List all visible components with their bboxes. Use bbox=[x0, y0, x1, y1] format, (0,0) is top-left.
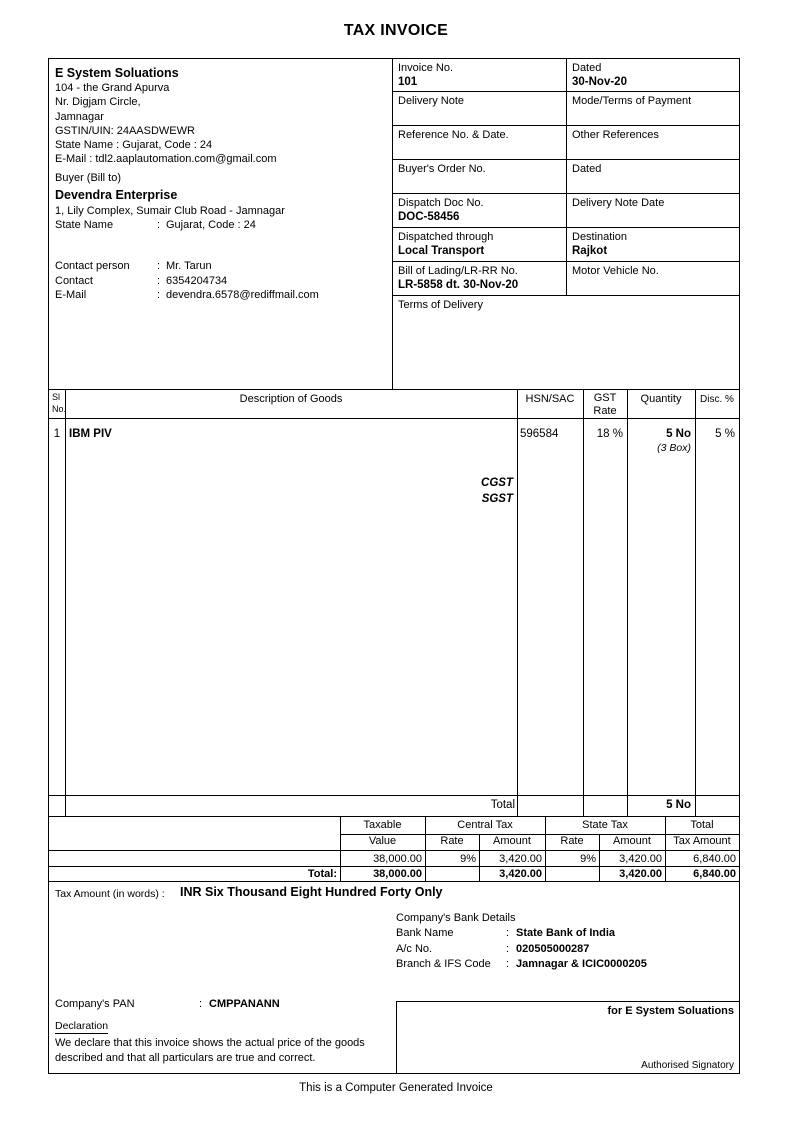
contact-person-label: Contact person bbox=[55, 259, 130, 272]
dated-cell bbox=[567, 59, 739, 91]
terms-of-delivery-cell bbox=[393, 296, 739, 389]
tax-header-state-rate: Rate bbox=[560, 835, 584, 847]
contact-person-value: Mr. Tarun bbox=[166, 259, 212, 272]
destination-value: Rajkot bbox=[572, 245, 608, 257]
bank-branch-row bbox=[396, 957, 739, 973]
header-disc: Disc. % bbox=[700, 394, 734, 405]
bank-account-value: 020505000287 bbox=[516, 942, 590, 955]
buyer-name: Devendra Enterprise bbox=[55, 188, 178, 203]
tax-header-state-tax: State Tax bbox=[582, 819, 628, 831]
bank-branch-value: Jamnagar & ICIC0000205 bbox=[516, 958, 647, 970]
row-quantity-alt: (3 Box) bbox=[657, 442, 691, 454]
row-quantity: 5 No bbox=[666, 428, 691, 440]
items-table bbox=[49, 389, 739, 817]
bank-name-label: Bank Name bbox=[396, 927, 454, 939]
header-quantity: Quantity bbox=[640, 393, 682, 405]
contact-row bbox=[55, 274, 392, 289]
header-gst-rate-line1: GST bbox=[593, 392, 617, 404]
authorised-signatory-label: Authorised Signatory bbox=[641, 1060, 734, 1071]
meta-row-invoice-no bbox=[393, 59, 739, 92]
buyer-state-colon: : bbox=[157, 219, 161, 232]
header-hsn-sac: HSN/SAC bbox=[525, 393, 575, 405]
column-divider-quantity bbox=[695, 390, 696, 816]
tax-row-state-rate: 9% bbox=[580, 853, 596, 865]
tax-row-total-tax: 6,840.00 bbox=[693, 853, 736, 865]
dispatch-doc-value: DOC-58456 bbox=[398, 211, 460, 223]
bill-of-lading-label: Bill of Lading/LR-RR No. bbox=[398, 265, 518, 277]
tax-summary-table bbox=[49, 817, 739, 881]
seller-gstin: GSTIN/UIN: 24AASDWEWR bbox=[55, 124, 195, 137]
bank-account-row bbox=[396, 942, 739, 958]
tax-header-central-tax: Central Tax bbox=[457, 819, 513, 831]
buyer-email-label: E-Mail bbox=[55, 289, 87, 302]
meta-row-buyers-order bbox=[393, 160, 739, 194]
tax-header-central-amount: Amount bbox=[493, 835, 531, 847]
meta-row-bill-of-lading bbox=[393, 262, 739, 296]
column-divider-hsn bbox=[583, 390, 584, 816]
computer-generated-note: This is a Computer Generated Invoice bbox=[299, 1082, 493, 1094]
destination-cell bbox=[567, 228, 739, 261]
bank-details-block bbox=[396, 911, 739, 973]
bank-details-title: Company's Bank Details bbox=[396, 912, 516, 924]
tax-total-state-amount: 3,420.00 bbox=[619, 868, 662, 880]
buyer-state-row bbox=[55, 218, 392, 233]
motor-vehicle-cell bbox=[567, 262, 739, 295]
tax-row-central-amount: 3,420.00 bbox=[499, 853, 542, 865]
buyer-contact-block bbox=[55, 259, 392, 303]
row-sgst-label: SGST bbox=[481, 493, 513, 505]
meta-row-terms-of-delivery bbox=[393, 296, 739, 389]
bank-account-label: A/c No. bbox=[396, 942, 433, 955]
delivery-note-cell bbox=[393, 92, 567, 125]
contact-colon: : bbox=[157, 274, 161, 287]
contact-person-row bbox=[55, 259, 392, 274]
column-divider-description bbox=[517, 390, 518, 816]
meta-row-delivery-note bbox=[393, 92, 739, 126]
tax-row-central-rate: 9% bbox=[460, 853, 476, 865]
buyer-email-colon: : bbox=[157, 289, 161, 302]
dispatched-through-value: Local Transport bbox=[398, 245, 485, 257]
dispatch-doc-cell bbox=[393, 194, 567, 227]
other-references-cell bbox=[567, 126, 739, 159]
other-references-label: Other References bbox=[572, 129, 659, 141]
row-gst-rate: 18 % bbox=[596, 428, 623, 440]
company-pan-value: CMPPANANN bbox=[209, 998, 280, 1010]
tax-row-taxable-value: 38,000.00 bbox=[373, 853, 422, 865]
bill-of-lading-cell bbox=[393, 262, 567, 295]
meta-row-dispatched-through bbox=[393, 228, 739, 262]
contact-label: Contact bbox=[55, 274, 93, 287]
invoice-border bbox=[48, 58, 740, 1074]
seller-name: E System Soluations bbox=[55, 66, 179, 80]
contact-value: 6354204734 bbox=[166, 274, 228, 287]
buyer-address: 1, Lily Complex, Sumair Club Road - Jamnagar bbox=[55, 205, 285, 218]
tax-header-total-line2: Tax Amount bbox=[673, 835, 731, 847]
header-gst-rate-line2: Rate bbox=[593, 405, 617, 417]
items-total-label: Total bbox=[490, 799, 515, 811]
dispatch-doc-label: Dispatch Doc No. bbox=[398, 197, 484, 209]
invoice-meta-grid bbox=[393, 59, 739, 389]
delivery-note-label: Delivery Note bbox=[398, 95, 465, 107]
delivery-note-date-label: Delivery Note Date bbox=[572, 197, 665, 209]
buyer-email-value: devendra.6578@rediffmail.com bbox=[166, 289, 319, 302]
buyer-state-label: State Name bbox=[55, 219, 114, 232]
invoice-no-cell bbox=[393, 59, 567, 91]
company-pan-colon: : bbox=[199, 998, 203, 1010]
bill-of-lading-value: LR-5858 dt. 30-Nov-20 bbox=[398, 279, 519, 291]
dispatched-through-cell bbox=[393, 228, 567, 261]
buyers-order-label: Buyer's Order No. bbox=[398, 163, 486, 175]
seller-state: State Name : Gujarat, Code : 24 bbox=[55, 139, 213, 152]
seller-and-buyer-panel bbox=[49, 59, 393, 389]
header-description: Description of Goods bbox=[239, 393, 343, 405]
dated-value: 30-Nov-20 bbox=[572, 76, 627, 88]
header-slno-line2: No. bbox=[52, 404, 67, 414]
buyer-email-row bbox=[55, 288, 392, 303]
header-slno-line1: Sl bbox=[52, 392, 61, 402]
bank-account-colon: : bbox=[506, 942, 510, 955]
tax-total-label: Total: bbox=[307, 868, 337, 880]
amount-in-words-label: Tax Amount (in words) : bbox=[55, 888, 165, 900]
bank-name-colon: : bbox=[506, 927, 510, 939]
mode-terms-label: Mode/Terms of Payment bbox=[572, 95, 692, 107]
column-divider-slno bbox=[65, 390, 66, 816]
row-hsn-sac: 596584 bbox=[520, 428, 559, 440]
tax-row-state-amount: 3,420.00 bbox=[619, 853, 662, 865]
invoice-no-label: Invoice No. bbox=[398, 62, 454, 74]
mode-terms-cell bbox=[567, 92, 739, 125]
items-table-header bbox=[49, 390, 739, 419]
seller-email: E-Mail : tdl2.aaplautomation.com@gmail.com bbox=[55, 153, 277, 166]
row-disc: 5 % bbox=[715, 428, 735, 440]
motor-vehicle-label: Motor Vehicle No. bbox=[572, 265, 659, 277]
tax-total-taxable-value: 38,000.00 bbox=[373, 868, 422, 880]
row-cgst-label: CGST bbox=[481, 477, 513, 489]
dispatched-through-label: Dispatched through bbox=[398, 231, 494, 243]
buyers-order-dated-cell bbox=[567, 160, 739, 193]
invoice-no-value: 101 bbox=[398, 76, 418, 88]
tax-summary-header-bottom-line bbox=[49, 850, 739, 851]
items-total-row bbox=[49, 795, 739, 816]
buyer-state-value: Gujarat, Code : 24 bbox=[166, 219, 256, 232]
declaration-label: Declaration bbox=[55, 1020, 109, 1032]
tax-header-central-rate: Rate bbox=[440, 835, 464, 847]
items-total-quantity: 5 No bbox=[666, 799, 691, 811]
seller-address-line3: Jamnagar bbox=[55, 110, 104, 123]
destination-label: Destination bbox=[572, 231, 628, 243]
page-title: TAX INVOICE bbox=[343, 22, 449, 39]
bank-name-value: State Bank of India bbox=[516, 927, 616, 939]
tax-total-tax-amount: 6,840.00 bbox=[693, 868, 736, 880]
invoice-footer bbox=[49, 881, 739, 1073]
tax-header-taxable-line1: Taxable bbox=[363, 819, 402, 831]
dated-label: Dated bbox=[572, 62, 602, 74]
buyer-section-label: Buyer (Bill to) bbox=[55, 171, 122, 184]
delivery-note-date-cell bbox=[567, 194, 739, 227]
bank-branch-label: Branch & IFS Code bbox=[396, 958, 491, 970]
contact-person-colon: : bbox=[157, 259, 161, 272]
terms-of-delivery-label: Terms of Delivery bbox=[398, 299, 483, 311]
seller-address-line1: 104 - the Grand Apurva bbox=[55, 82, 170, 94]
seller-address-line2: Nr. Digjam Circle, bbox=[55, 96, 141, 109]
row-description: IBM PIV bbox=[69, 428, 112, 440]
tax-header-state-amount: Amount bbox=[613, 835, 651, 847]
tax-header-taxable-line2: Value bbox=[368, 835, 397, 847]
buyers-order-cell bbox=[393, 160, 567, 193]
bank-branch-colon: : bbox=[506, 958, 510, 970]
reference-label: Reference No. & Date. bbox=[398, 129, 509, 141]
amount-in-words-value: INR Six Thousand Eight Hundred Forty Only bbox=[180, 885, 443, 899]
signature-company-name: for E System Soluations bbox=[607, 1005, 734, 1017]
bank-name-row bbox=[396, 926, 739, 942]
tax-header-total-line1: Total bbox=[690, 819, 714, 831]
invoice-header-block bbox=[49, 59, 739, 389]
company-pan-label: Company's PAN bbox=[55, 998, 135, 1010]
tax-total-central-amount: 3,420.00 bbox=[499, 868, 542, 880]
declaration-text: We declare that this invoice shows the actual price of the goods described and that all particulars are true and correct. bbox=[55, 1037, 365, 1064]
meta-row-reference bbox=[393, 126, 739, 160]
meta-row-dispatch-doc bbox=[393, 194, 739, 228]
buyers-order-dated-label: Dated bbox=[572, 163, 602, 175]
signature-box bbox=[396, 1001, 739, 1073]
reference-cell bbox=[393, 126, 567, 159]
row-slno: 1 bbox=[53, 428, 61, 440]
